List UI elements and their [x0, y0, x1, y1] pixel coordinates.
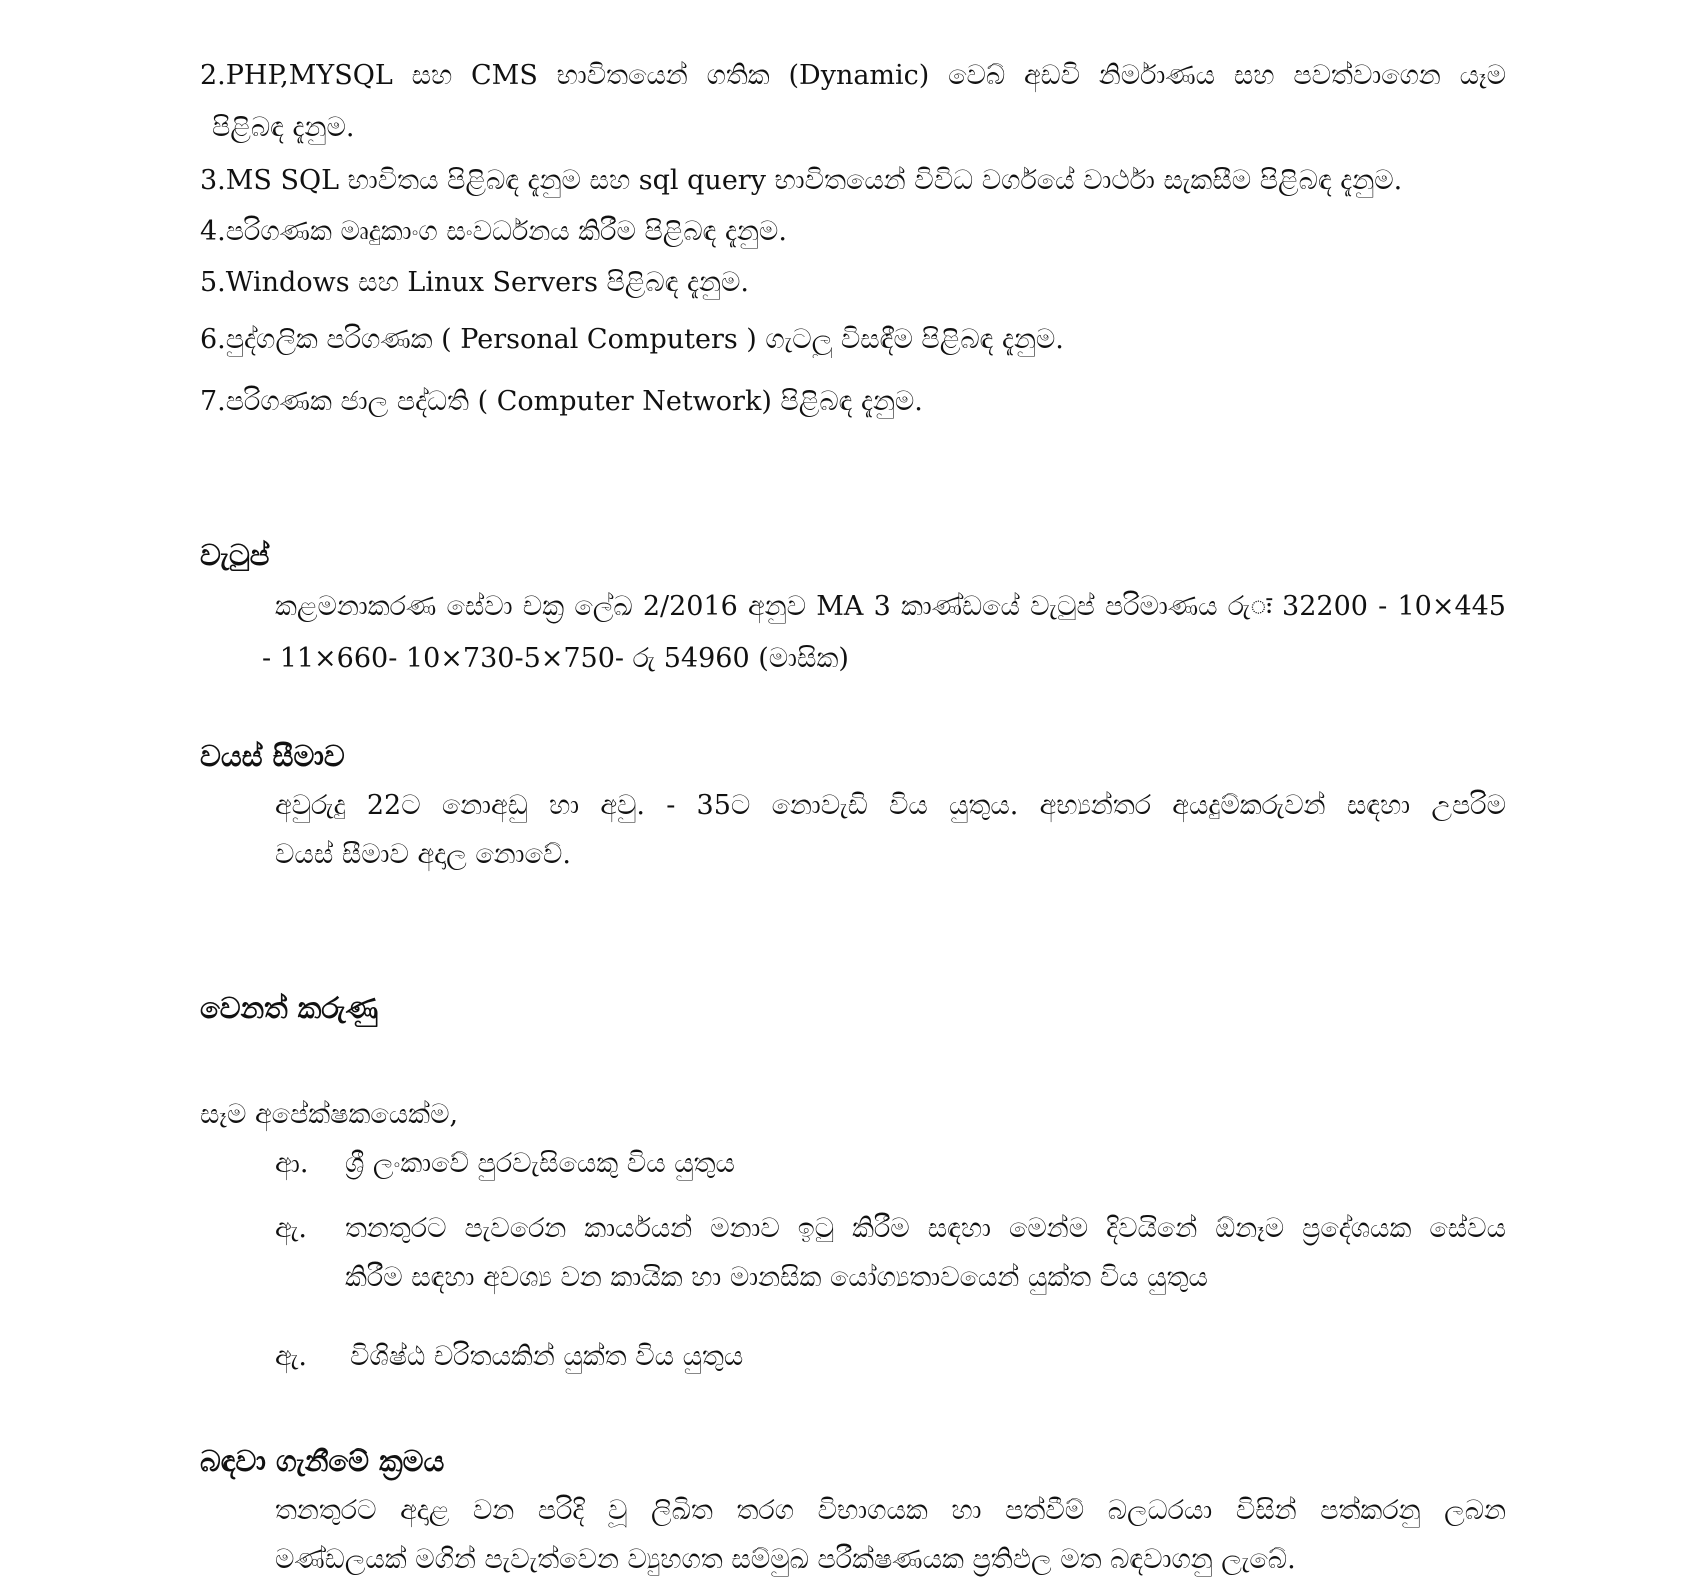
- knowledge-item-3: 3.MS SQL භාවිතය පිළිබඳ දැනුම සහ sql query භාවිතයෙන් විවිධ වර්ගයේ වාර්ථා සැකසීම පිළිබඳ දැනුම.: [200, 165, 1403, 196]
- salary-line-1: කළමනාකරණ සේවා චක්‍ර ලේඛ 2/2016 අනුව MA 3 කාණ්ඩයේ වැටුප් පරිමාණය රුः 32200 - 10×445: [275, 591, 1506, 622]
- age-limit-heading: වයස් සීමාව: [200, 739, 345, 773]
- salary-heading: වැටුප්: [200, 538, 270, 572]
- knowledge-item-2-line-2: පිළිබඳ දැනුම.: [212, 112, 355, 143]
- knowledge-item-5: 5.Windows සහ Linux Servers පිළිබඳ දැනුම.: [200, 267, 749, 298]
- condition-text-3: විශිෂ්ඨ චරිතයකින් යුක්ත විය යුතුය: [350, 1341, 744, 1372]
- condition-text-2-line-2: කිරීම සඳහා අවශ්‍ය වන කායික හා මානසික යෝග්‍යතාවයෙන් යුක්ත විය යුතුය: [345, 1262, 1208, 1293]
- other-matters-intro: සෑම අපේක්ෂකයෙක්ම,: [200, 1099, 459, 1130]
- knowledge-item-2-line-1: 2.PHP,MYSQL සහ CMS භාවිතයෙන් ගතික (Dynamic) වෙබ් අඩවි නිර්මාණය සහ පවත්වාගෙන යෑම: [200, 60, 1506, 91]
- age-limit-line-1: අවුරුදු 22ට නොඅඩු හා අවු. - 35ට නොවැඩි විය යුතුය. අභ්‍යන්තර අයදුම්කරුවන් සඳහා උපරිම: [275, 790, 1506, 821]
- condition-label-3: ඇ.: [275, 1341, 308, 1372]
- recruitment-line-1: තනතුරට අදාළ වන පරිදි වූ ලිඛිත තරග විභාගයක හා පත්වීම් බලධරයා විසින් පත්කරනු ලබන: [275, 1495, 1506, 1526]
- recruitment-line-2: මණ්ඩලයක් මගින් පැවැත්වෙන ව්‍යුහගත සම්මුඛ පරීක්ෂණයක ප්‍රතිඵල මත බඳවාගනු ලැබේ.: [275, 1544, 1296, 1575]
- knowledge-item-6: 6.පුද්ගලික පරිගණක ( Personal Computers ) ගැටලු විසඳීම පිළිබඳ දැනුම.: [200, 324, 1064, 355]
- condition-text-1: ශ්‍රී ලංකාවේ පුරවැසියෙකු විය යුතුය: [345, 1148, 735, 1179]
- condition-label-2: ඇ.: [275, 1213, 308, 1244]
- recruitment-heading: බඳවා ගැනීමේ ක්‍රමය: [200, 1444, 445, 1478]
- knowledge-item-4: 4.පරිගණක මෘදුකාංග සංවර්ධනය කිරීම පිළිබඳ දැනුම.: [200, 216, 787, 247]
- condition-text-2-line-1: තනතුරට පැවරෙන කාර්යයන් මනාව ඉටු කිරීම සඳහා මෙන්ම දිවයිනේ ඕනෑම ප්‍රදේශයක සේවය: [345, 1213, 1506, 1244]
- condition-label-1: ආ.: [275, 1148, 309, 1179]
- age-limit-line-2: වයස් සීමාව අදාල නොවේ.: [275, 839, 571, 870]
- other-matters-heading: වෙනත් කරුණු: [200, 991, 379, 1025]
- salary-line-2: - 11×660- 10×730-5×750- රු 54960 (මාසික): [262, 643, 849, 674]
- knowledge-item-7: 7.පරිගණක ජාල පද්ධති ( Computer Network) පිළිබඳ දැනුම.: [200, 386, 923, 417]
